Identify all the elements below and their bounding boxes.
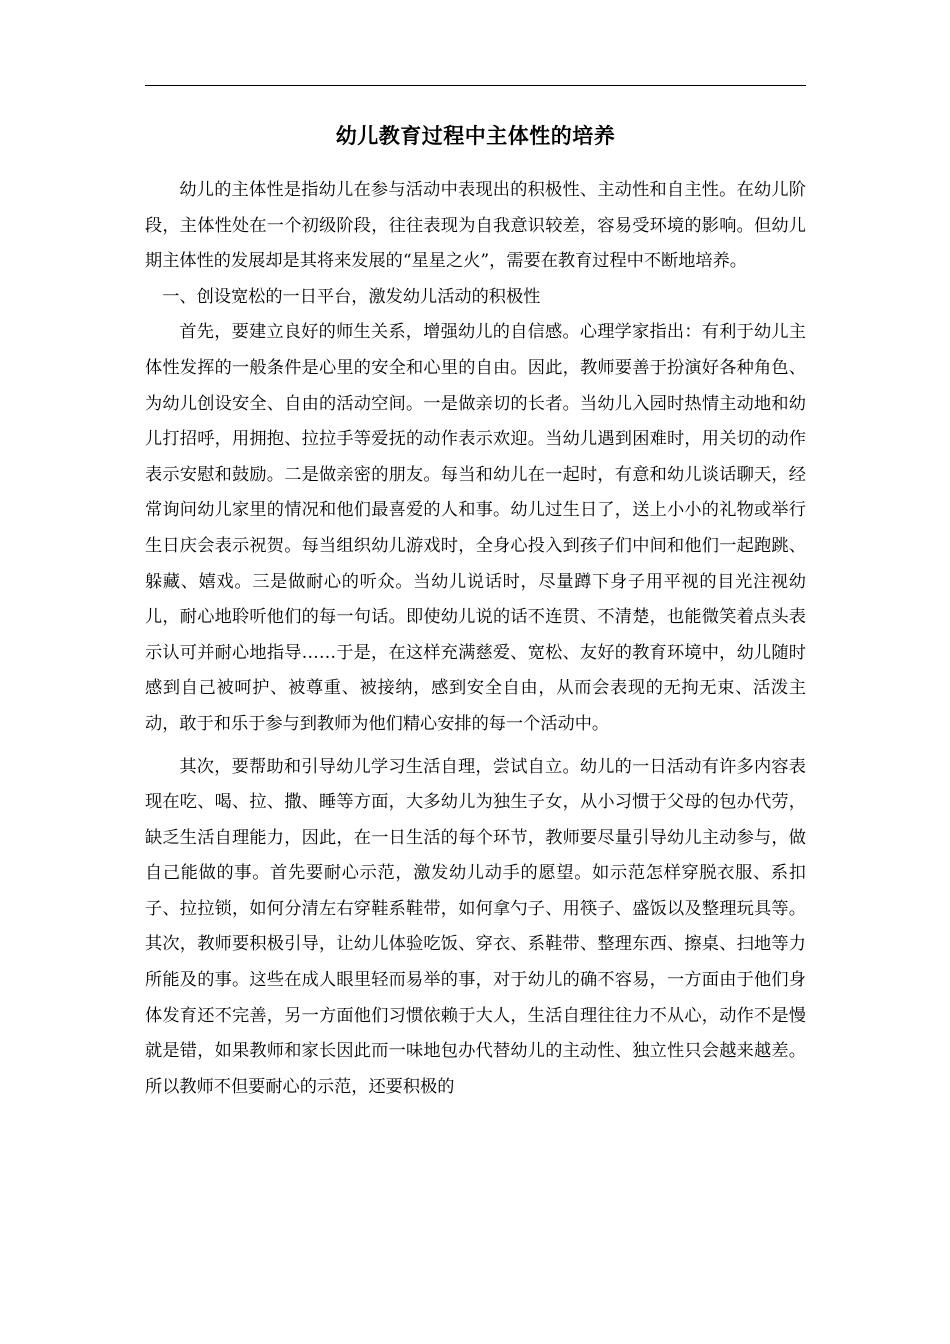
paragraph-gap	[145, 743, 806, 750]
intro-paragraph: 幼儿的主体性是指幼儿在参与活动中表现出的积极性、主动性和自主性。在幼儿阶段，主体性处在一个初级阶段，往往表现为自我意识较差，容易受环境的影响。但幼儿期主体性的发展却是其将来发展的“星星之火”，需要在教育过程中不断地培养。	[145, 180, 806, 272]
section-heading: 一、创设宽松的一日平台，激发幼儿活动的积极性	[162, 286, 541, 307]
document-title: 幼儿教育过程中主体性的培养	[335, 124, 616, 148]
header-rule	[145, 85, 806, 86]
document-body	[145, 173, 806, 1105]
body-paragraph-first: 首先，要建立良好的师生关系，增强幼儿的自信感。心理学家指出：有利于幼儿主体性发挥的一般条件是心里的安全和心里的自由。因此，教师要善于扮演好各种角色、为幼儿创设安全、自由的活动空间。一是做亲切的长者。当幼儿入园时热情主动地和幼儿打招呼，用拥抱、拉拉手等爱抚的动作表示欢迎。当幼儿遇到困难时，用关切的动作表示安慰和鼓励。二是做亲密的朋友。每当和幼儿在一起时，有意和幼儿谈话聊天，经常询问幼儿家里的情况和他们最喜爱的人和事。幼儿过生日了，送上小小的礼物或举行生日庆会表示祝贺。每当组织幼儿游戏时，全身心投入到孩子们中间和他们一起跑跳、躲藏、嬉戏。三是做耐心的听众。当幼儿说话时，尽量蹲下身子用平视的目光注视幼儿，耐心地聆听他们的每一句话。即使幼儿说的话不连贯、不清楚，也能微笑着点头表示认可并耐心地指导……于是，在这样充满慈爱、宽松、友好的教育环境中，幼儿随时感到自己被呵护、被尊重、被接纳，感到安全自由，从而会表现的无拘无束、活泼主动，敢于和乐于参与到教师为他们精心安排的每一个活动中。	[145, 322, 806, 734]
body-paragraph-second: 其次，要帮助和引导幼儿学习生活自理，尝试自立。幼儿的一日活动有许多内容表现在吃、喝、拉、撒、睡等方面，大多幼儿为独生子女，从小习惯于父母的包办代劳，缺乏生活自理能力，因此，在一日生活的每个环节，教师要尽量引导幼儿主动参与，做自己能做的事。首先要耐心示范，激发幼儿动手的愿望。如示范怎样穿脱衣服、系扣子、拉拉锁，如何分清左右穿鞋系鞋带，如何拿勺子、用筷子、盛饭以及整理玩具等。其次，教师要积极引导，让幼儿体验吃饭、穿衣、系鞋带、整理东西、擦桌、扫地等力所能及的事。这些在成人眼里轻而易举的事，对于幼儿的确不容易，一方面由于他们身体发育还不完善，另一方面他们习惯依赖于大人，生活自理往往力不从心，动作不是慢就是错，如果教师和家长因此而一味地包办代替幼儿的主动性、独立性只会越来越差。所以教师不但要耐心的示范，还要积极的	[145, 756, 806, 1097]
